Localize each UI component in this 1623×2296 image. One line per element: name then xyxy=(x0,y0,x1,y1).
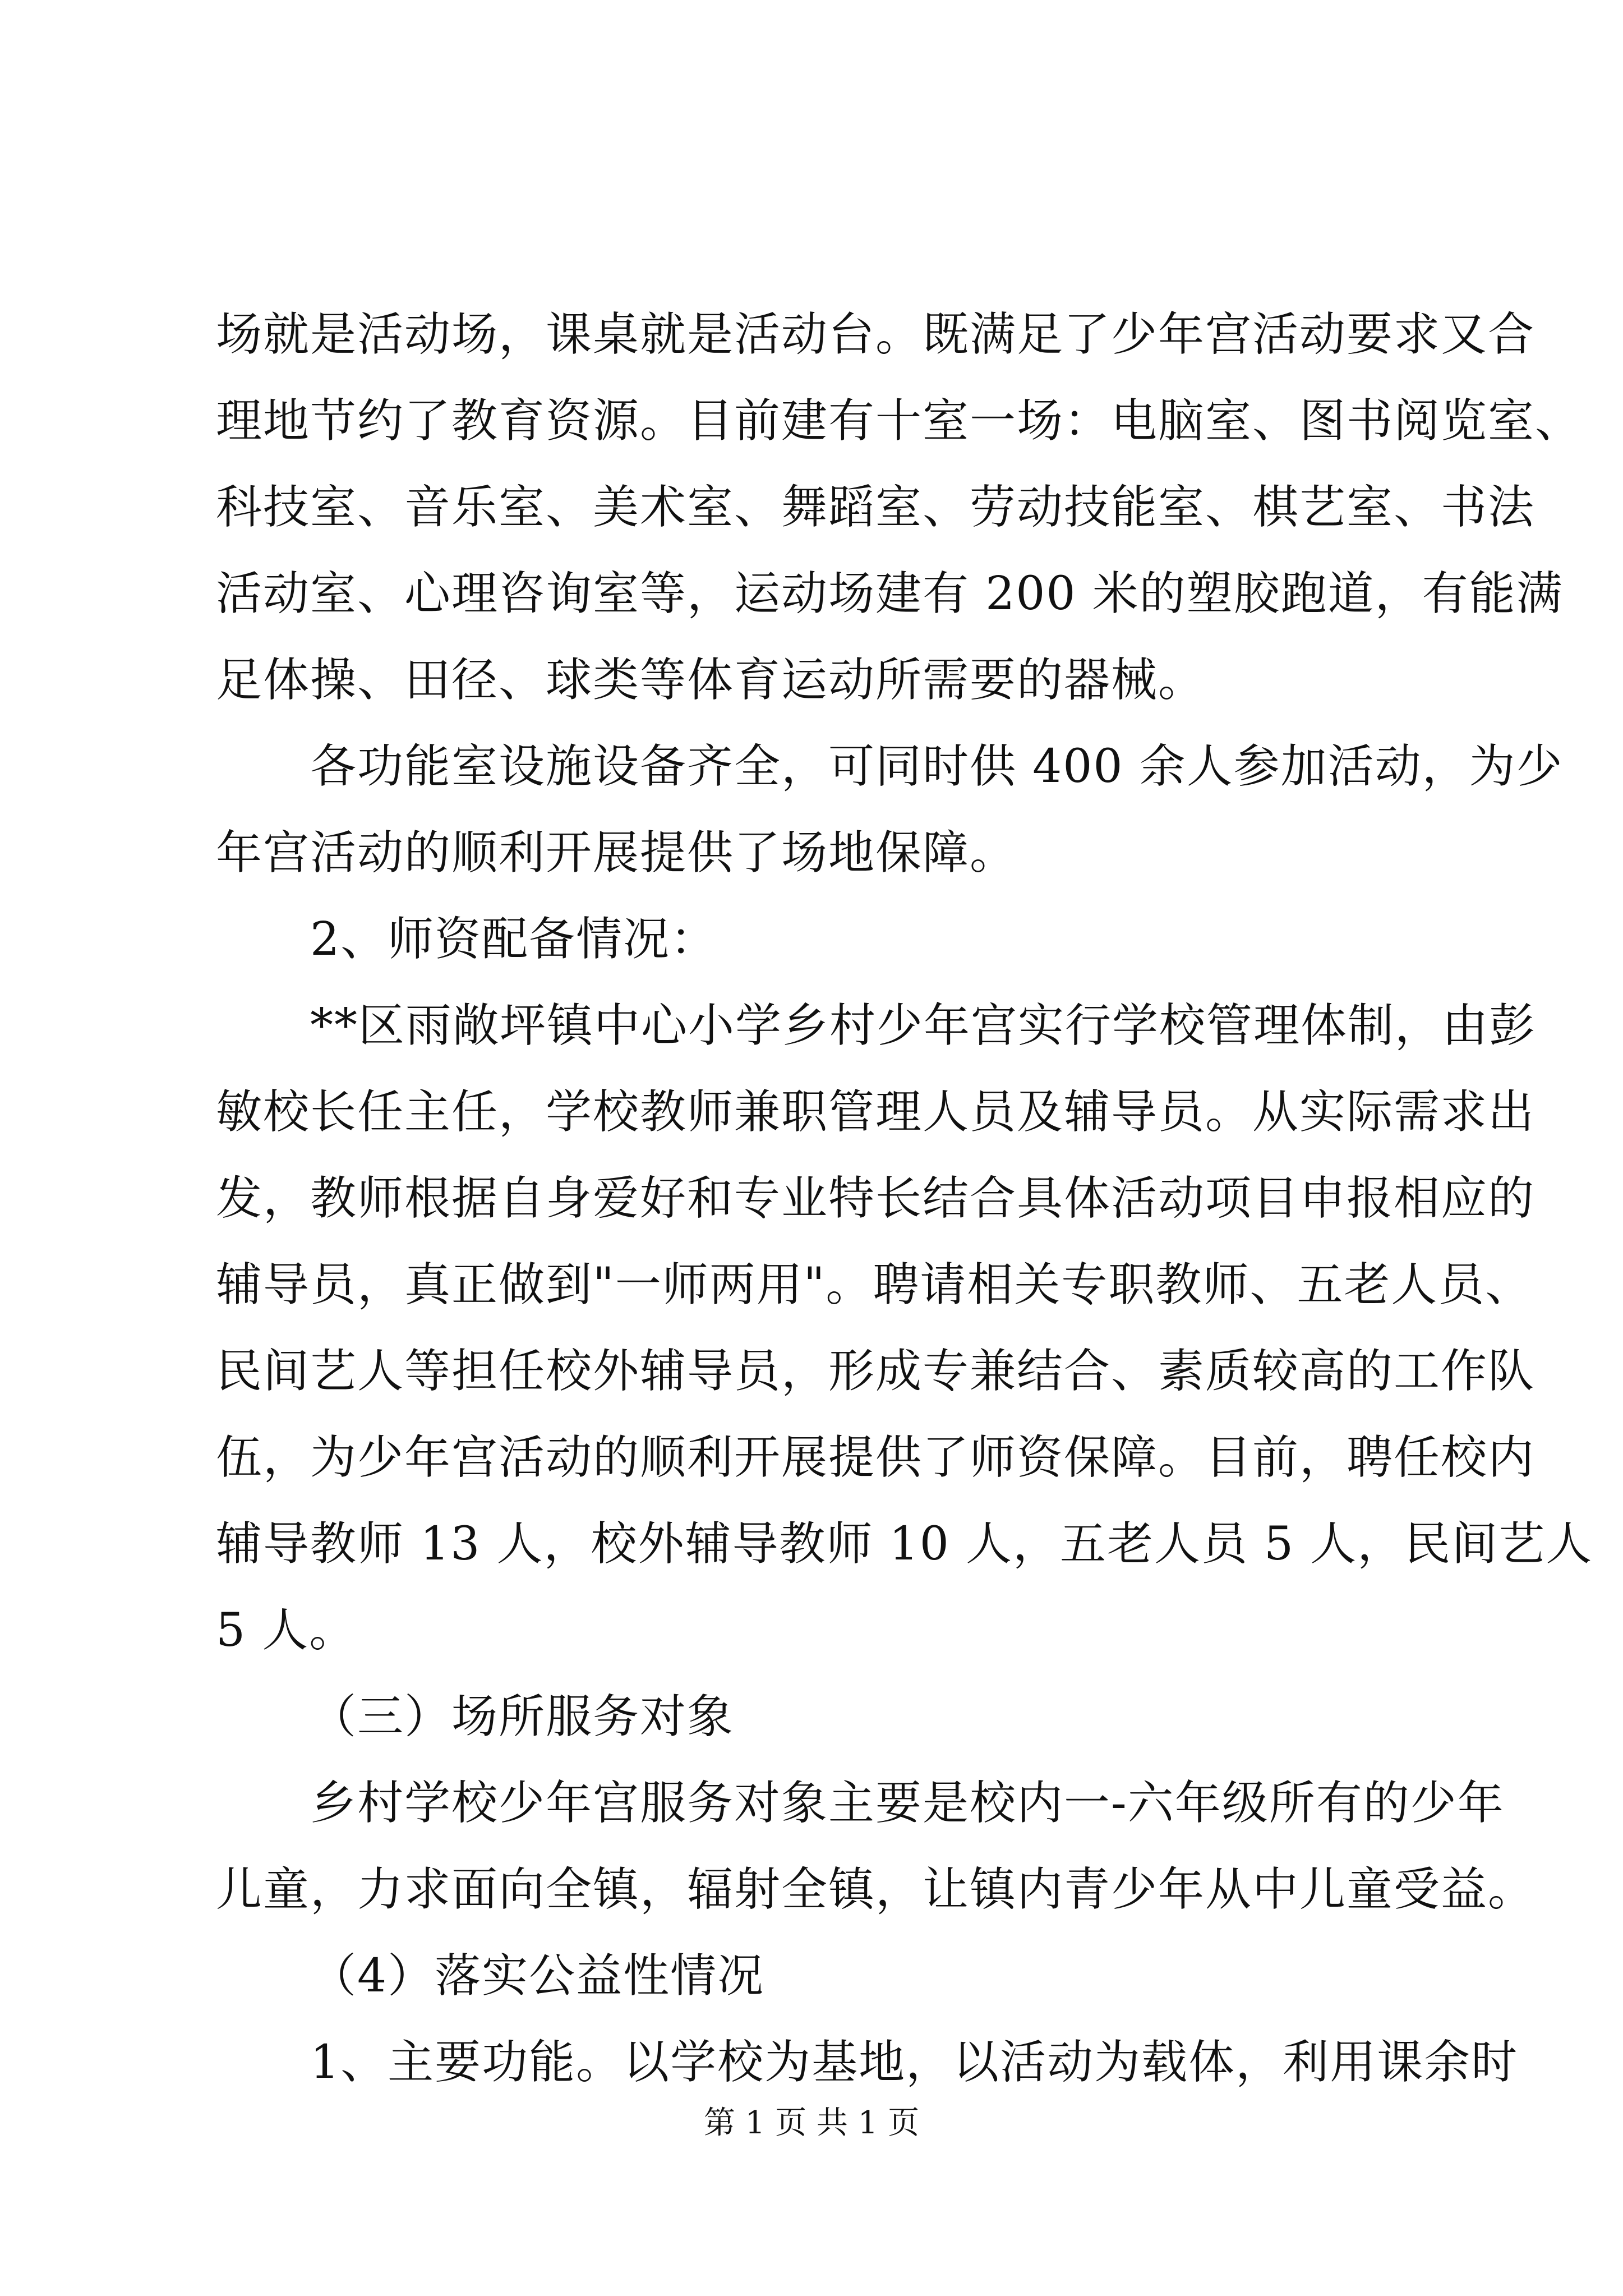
text-line: 足体操、田径、球类等体育运动所需要的器械。 xyxy=(216,654,1206,707)
text-line: 年宫活动的顺利开展提供了场地保障。 xyxy=(216,826,1017,880)
text-line: 伍，为少年宫活动的顺利开展提供了师资保障。目前，聘任校内 xyxy=(216,1431,1536,1484)
text-line: 发，教师根据自身爱好和专业特长结合具体活动项目申报相应的 xyxy=(216,1172,1536,1225)
text-line: 各功能室设施设备齐全，可同时供 400 余人参加活动，为少 xyxy=(310,740,1564,793)
text-line: 理地节约了教育资源。目前建有十室一场：电脑室、图书阅览室、 xyxy=(216,394,1583,448)
section-heading: （三）场所服务对象 xyxy=(310,1690,735,1743)
page-footer: 第 1 页 共 1 页 xyxy=(703,2105,920,2141)
section-heading: （4）落实公益性情况 xyxy=(310,1949,765,2003)
text-line: 1、主要功能。以学校为基地，以活动为载体，利用课余时 xyxy=(310,2036,1519,2089)
text-line: 场就是活动场，课桌就是活动台。既满足了少年宫活动要求又合 xyxy=(216,308,1536,361)
text-line: **区雨敞坪镇中心小学乡村少年宫实行学校管理体制，由彭 xyxy=(310,999,1537,1052)
text-line: 儿童，力求面向全镇，辐射全镇，让镇内青少年从中儿童受益。 xyxy=(216,1863,1536,1916)
text-line: 活动室、心理咨询室等，运动场建有 200 米的塑胶跑道，有能满 xyxy=(216,567,1564,620)
text-line: 辅导教师 13 人，校外辅导教师 10 人，五老人员 5 人，民间艺人 xyxy=(216,1517,1593,1571)
text-line: 民间艺人等担任校外辅导员，形成专兼结合、素质较高的工作队 xyxy=(216,1345,1536,1398)
section-heading: 2、师资配备情况： xyxy=(310,913,718,966)
text-line: 辅导员，真正做到"一师两用"。聘请相关专职教师、五老人员、 xyxy=(216,1258,1533,1312)
text-line: 科技室、音乐室、美术室、舞蹈室、劳动技能室、棋艺室、书法 xyxy=(216,481,1536,534)
text-line: 乡村学校少年宫服务对象主要是校内一-六年级所有的少年 xyxy=(310,1777,1505,1830)
text-line: 敏校长任主任，学校教师兼职管理人员及辅导员。从实际需求出 xyxy=(216,1085,1536,1139)
document-body xyxy=(216,292,1593,2106)
text-line: 5 人。 xyxy=(216,1604,357,1657)
